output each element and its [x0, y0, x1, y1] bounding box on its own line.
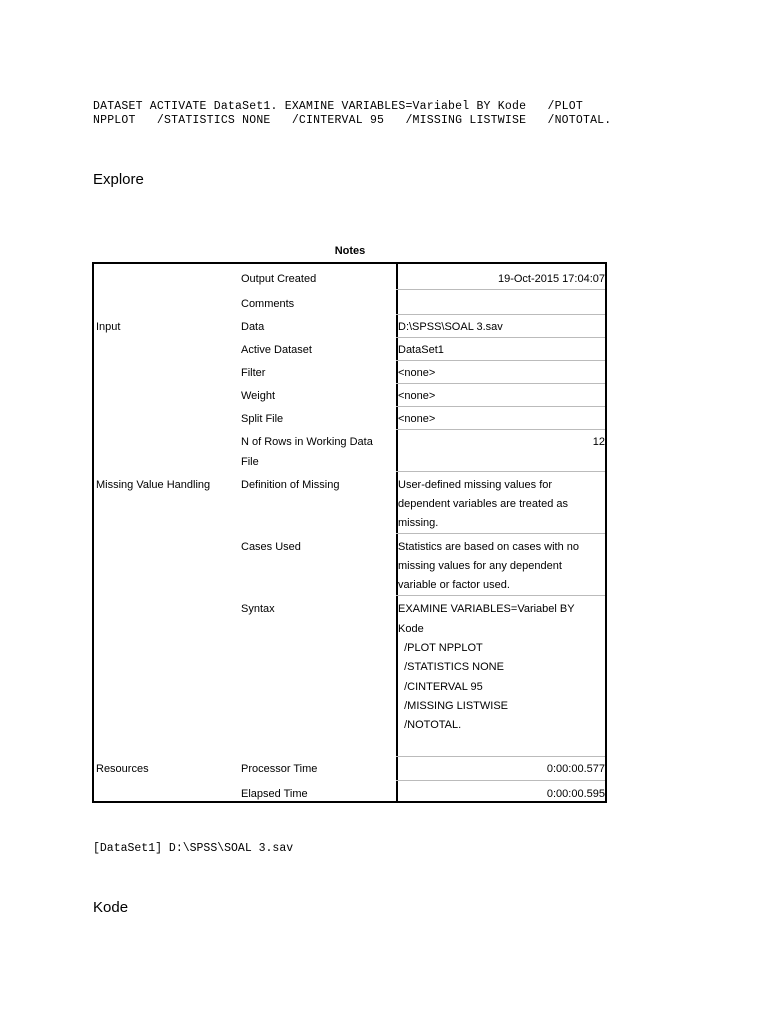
filter-value: <none>: [398, 367, 436, 379]
syntax-label: Syntax: [241, 603, 275, 615]
syntax-value-line-6: /MISSING LISTWISE: [398, 700, 509, 712]
syntax-block: [93, 100, 611, 128]
n-rows-label-line-1: N of Rows in Working Data: [241, 436, 373, 448]
cases-used-value-line-2: missing values for any dependent: [398, 560, 562, 572]
syntax-value-line-2: Kode: [398, 623, 424, 635]
definition-value-line-3: missing.: [398, 517, 439, 529]
syntax-value-line-3: /PLOT NPPLOT: [398, 642, 483, 654]
definition-value-line-2: dependent variables are treated as: [398, 498, 569, 510]
elapsed-time-label: Elapsed Time: [241, 788, 308, 800]
syntax-value-line-7: /NOTOTAL.: [398, 719, 462, 731]
active-dataset-value: DataSet1: [398, 344, 444, 356]
filter-label: Filter: [241, 367, 266, 379]
split-file-value: <none>: [398, 413, 436, 425]
definition-value-line-1: User-defined missing values for: [398, 479, 553, 491]
row-line: [396, 471, 605, 472]
weight-value: <none>: [398, 390, 436, 402]
row-line: [396, 756, 605, 757]
notes-table: [92, 262, 607, 803]
row-line: [396, 314, 605, 315]
n-rows-label-line-2: File: [241, 456, 259, 468]
row-line: [396, 780, 605, 781]
output-created-label: Output Created: [241, 273, 317, 285]
syntax-line-2: NPPLOT /STATISTICS NONE /CINTERVAL 95 /MISSING LISTWISE /NOTOTAL.: [93, 114, 612, 127]
dataset-path-line: [DataSet1] D:\SPSS\SOAL 3.sav: [93, 842, 294, 855]
syntax-value-line-5: /CINTERVAL 95: [398, 681, 483, 693]
resources-label: Resources: [96, 763, 149, 775]
syntax-value-line-4: /STATISTICS NONE: [398, 661, 504, 673]
cases-used-label: Cases Used: [241, 541, 301, 553]
active-dataset-label: Active Dataset: [241, 344, 312, 356]
cases-used-value-line-1: Statistics are based on cases with no: [398, 541, 579, 553]
comments-label: Comments: [241, 298, 295, 310]
cases-used-value-line-3: variable or factor used.: [398, 579, 510, 591]
missing-value-handling-label: Missing Value Handling: [96, 479, 211, 491]
kode-heading: Kode: [93, 899, 129, 916]
syntax-value-line-1: EXAMINE VARIABLES=Variabel BY: [398, 603, 575, 615]
processor-time-value: 0:00:00.577: [546, 763, 605, 775]
n-rows-value: 12: [592, 436, 605, 448]
output-created-value: 19-Oct-2015 17:04:07: [497, 273, 605, 285]
definition-of-missing-label: Definition of Missing: [241, 479, 340, 491]
data-label: Data: [241, 321, 265, 333]
explore-heading: Explore: [93, 171, 144, 188]
syntax-line-1: DATASET ACTIVATE DataSet1. EXAMINE VARIABLES=Variabel BY Kode /PLOT: [93, 100, 583, 113]
split-file-label: Split File: [241, 413, 284, 425]
processor-time-label: Processor Time: [241, 763, 318, 775]
data-value: D:\SPSS\SOAL 3.sav: [398, 321, 503, 333]
notes-title: Notes: [334, 245, 366, 257]
input-label: Input: [96, 321, 121, 333]
elapsed-time-value: 0:00:00.595: [546, 788, 605, 800]
weight-label: Weight: [241, 390, 276, 402]
